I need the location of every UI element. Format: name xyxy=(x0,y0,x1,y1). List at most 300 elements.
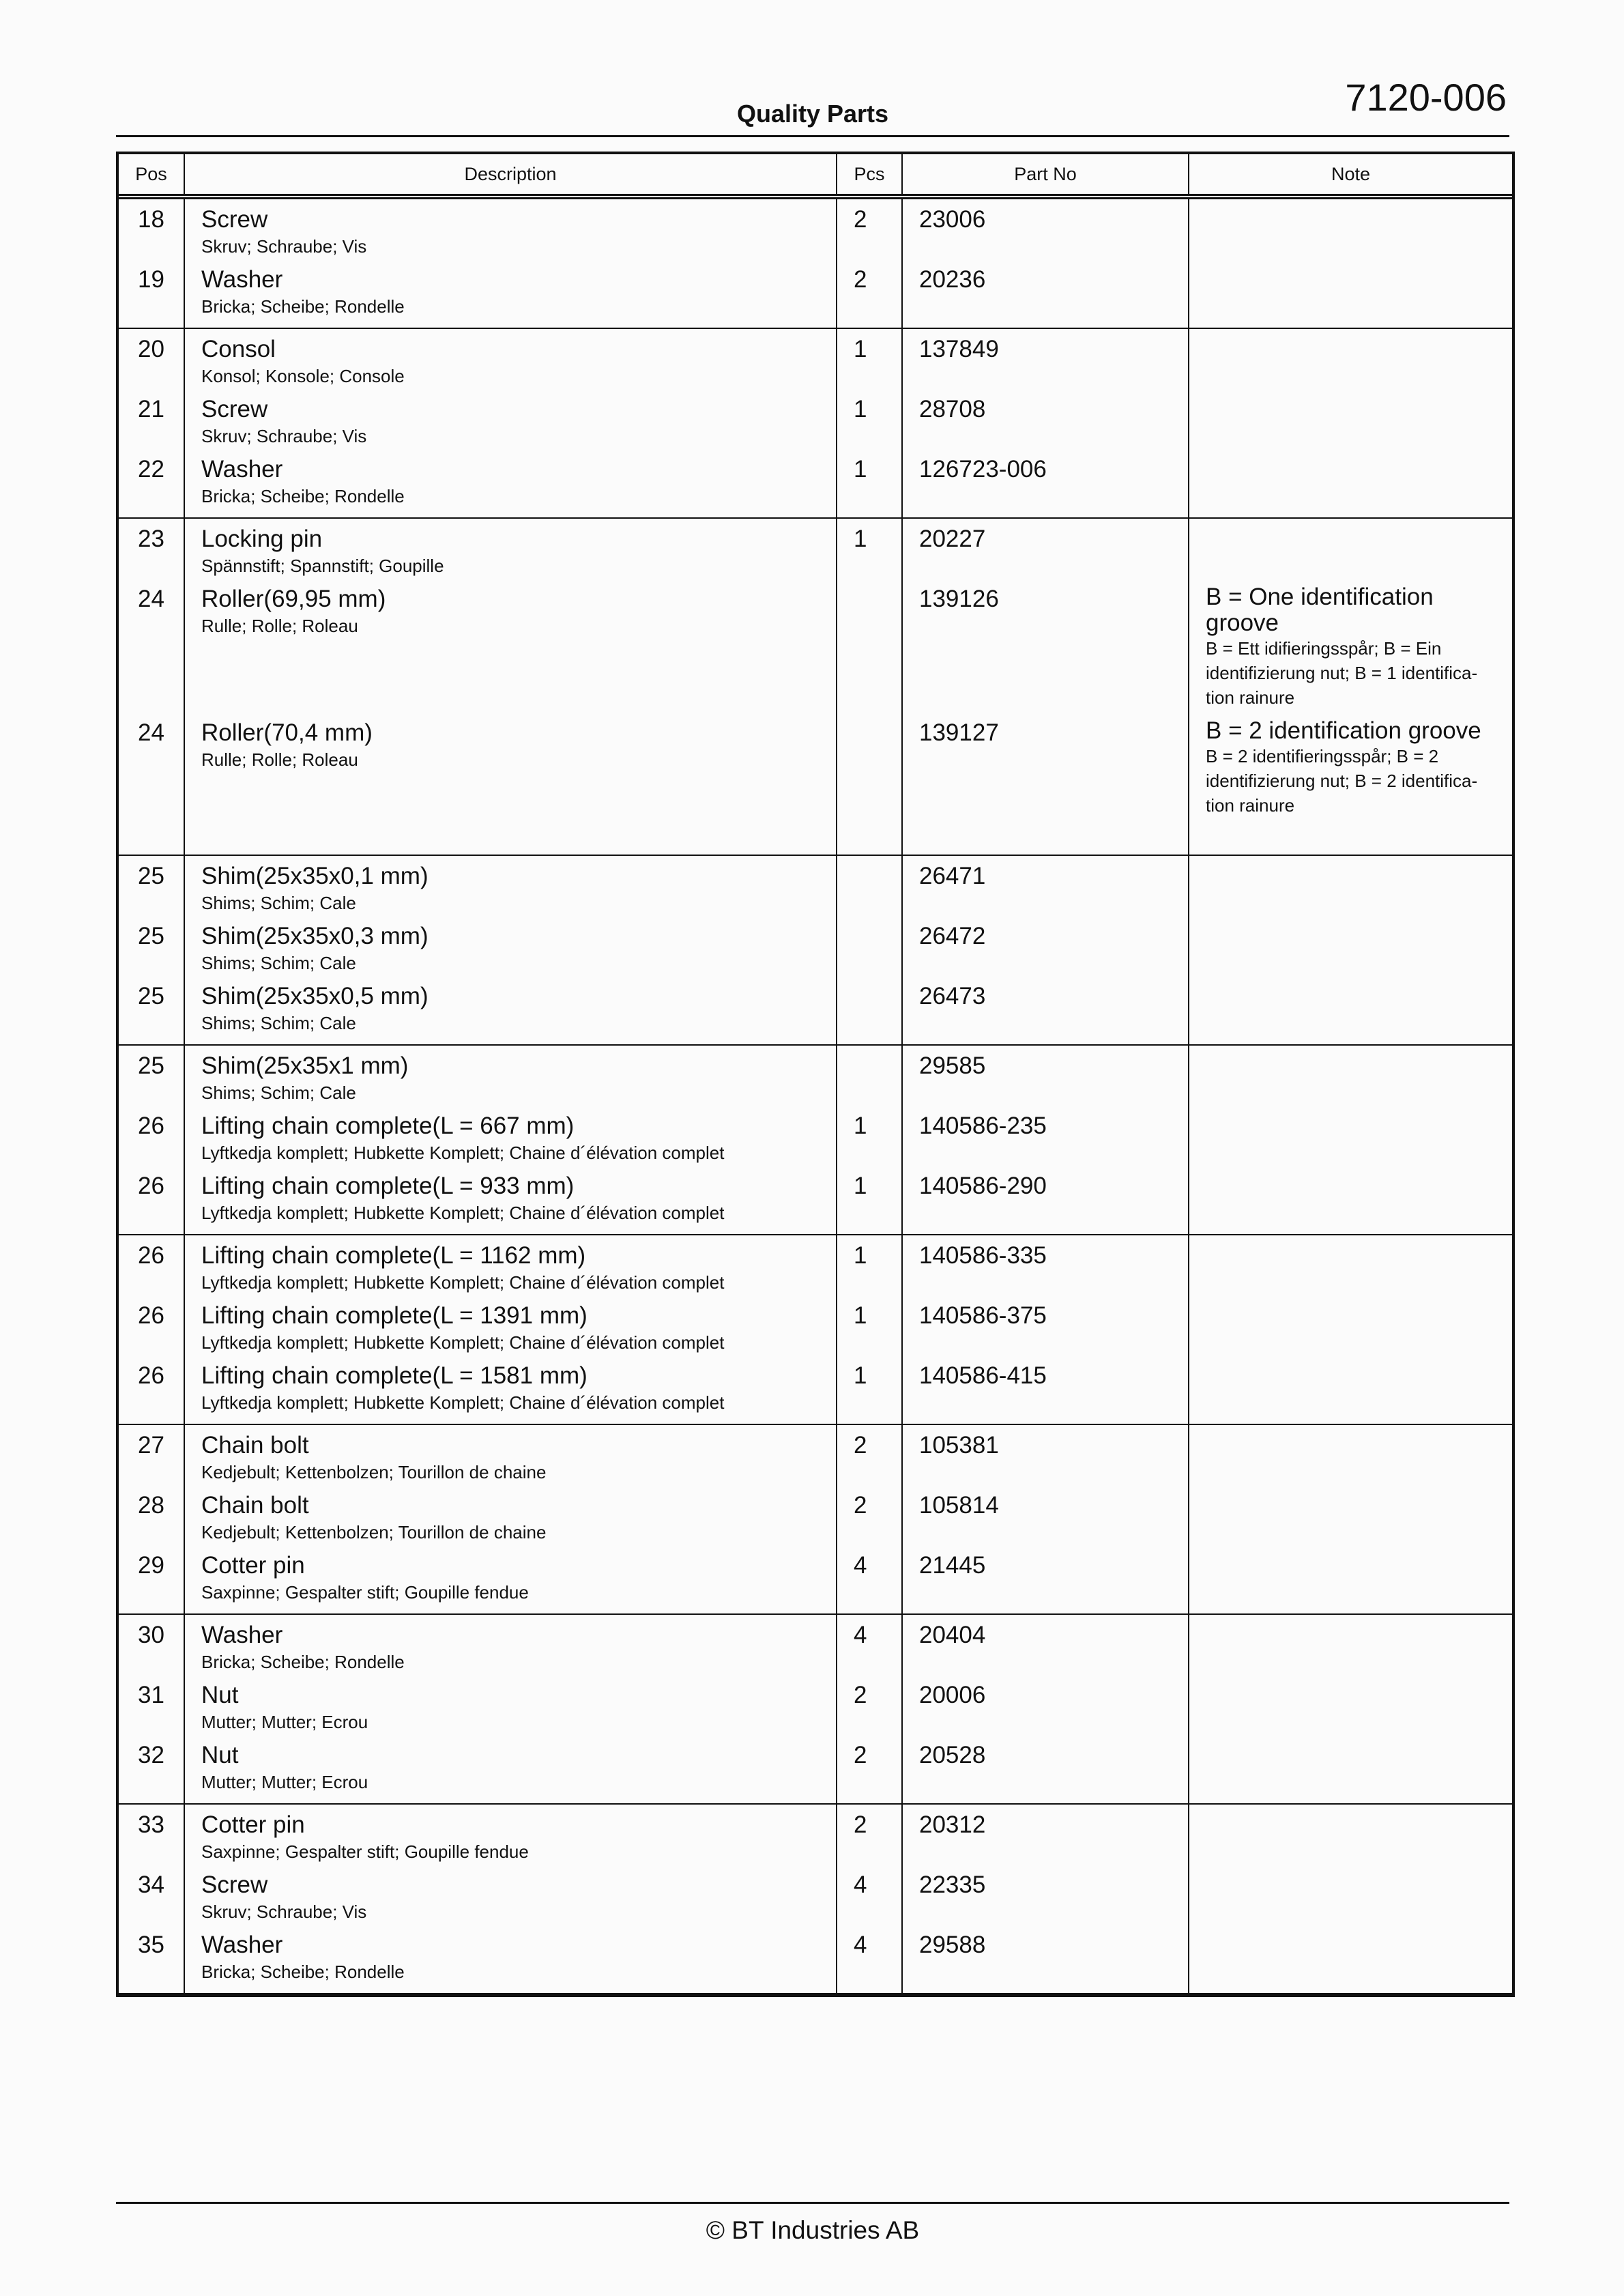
part-no-cell xyxy=(902,1930,1189,1994)
description-cell xyxy=(184,718,837,855)
pcs-cell xyxy=(837,1171,902,1235)
pcs-value xyxy=(854,981,901,1042)
part-name: Screw xyxy=(201,1871,268,1898)
part-translations: Mutter; Mutter; Ecrou xyxy=(201,1772,368,1792)
note-block xyxy=(1206,1810,1504,1870)
description-cell xyxy=(184,1804,837,1870)
description-block xyxy=(201,718,836,852)
note-block xyxy=(1206,394,1504,455)
pcs-value: 2 xyxy=(854,1492,867,1519)
note-block xyxy=(1206,1431,1504,1491)
part-name: Lifting chain complete(L = 933 mm) xyxy=(201,1173,575,1199)
part-translations: Skruv; Schraube; Vis xyxy=(201,1902,367,1922)
page-footer xyxy=(116,2202,1509,2245)
pcs-cell xyxy=(837,1111,902,1171)
part-no-cell xyxy=(902,328,1189,394)
part-translations: Skruv; Schraube; Vis xyxy=(201,426,367,446)
document-number: 7120-006 xyxy=(1345,76,1507,119)
part-name: Screw xyxy=(201,396,268,422)
table-row xyxy=(119,1045,1512,1111)
description-cell xyxy=(184,1045,837,1111)
pcs-value xyxy=(854,921,901,981)
note-block xyxy=(1206,1301,1504,1361)
description-cell xyxy=(184,1361,837,1424)
part-no-cell xyxy=(902,981,1189,1045)
part-no-value: 29585 xyxy=(919,1052,986,1079)
table-row xyxy=(119,1491,1512,1551)
pcs-cell xyxy=(837,855,902,921)
note-cell xyxy=(1189,855,1512,921)
pos-cell xyxy=(119,1045,184,1111)
part-translations: Shims; Schim; Cale xyxy=(201,953,356,973)
note-cell xyxy=(1189,1491,1512,1551)
pcs-value: 4 xyxy=(854,1622,867,1648)
note-cell xyxy=(1189,1551,1512,1614)
part-translations: Rulle; Rolle; Roleau xyxy=(201,749,358,770)
pos-value: 26 xyxy=(138,1113,164,1139)
pos-cell xyxy=(119,197,184,265)
part-no-value: 140586-235 xyxy=(919,1113,1047,1139)
note-block xyxy=(1206,334,1504,394)
pos-cell xyxy=(119,1301,184,1361)
note-translations: B = Ett idifieringsspår; B = Ein identifizierung nut; B = 1 identifica-tion rainure xyxy=(1206,638,1478,708)
description-cell xyxy=(184,855,837,921)
parts-table xyxy=(119,154,1512,1994)
pos-cell xyxy=(119,1804,184,1870)
description-cell xyxy=(184,584,837,718)
part-no-cell xyxy=(902,518,1189,584)
part-no-value: 139127 xyxy=(919,719,999,746)
note-cell xyxy=(1189,1930,1512,1994)
description-cell xyxy=(184,518,837,584)
pos-cell xyxy=(119,518,184,584)
pos-value: 19 xyxy=(138,266,164,293)
pos-cell xyxy=(119,921,184,981)
pos-cell xyxy=(119,1171,184,1235)
table-row xyxy=(119,584,1512,718)
part-no-cell xyxy=(902,265,1189,328)
note-block xyxy=(1206,718,1504,852)
description-block xyxy=(201,1491,836,1551)
copyright-text: © BT Industries AB xyxy=(706,2216,920,2244)
pos-cell xyxy=(119,1235,184,1301)
part-no-value: 20312 xyxy=(919,1811,986,1838)
description-cell xyxy=(184,1551,837,1614)
part-translations: Kedjebult; Kettenbolzen; Tourillon de chaine xyxy=(201,1522,547,1542)
part-name: Shim(25x35x1 mm) xyxy=(201,1052,409,1079)
part-no-cell xyxy=(902,855,1189,921)
part-translations: Spännstift; Spannstift; Goupille xyxy=(201,556,444,576)
parts-table-body xyxy=(119,197,1512,1994)
pos-cell xyxy=(119,265,184,328)
pos-value: 23 xyxy=(138,526,164,552)
description-cell xyxy=(184,1301,837,1361)
pcs-cell xyxy=(837,1235,902,1301)
part-no-cell xyxy=(902,584,1189,718)
description-block xyxy=(201,455,836,515)
page-header xyxy=(116,74,1509,137)
pos-value: 20 xyxy=(138,336,164,362)
description-block xyxy=(201,1431,836,1491)
pcs-value xyxy=(854,861,901,921)
part-name: Roller(69,95 mm) xyxy=(201,586,386,612)
pos-cell xyxy=(119,1111,184,1171)
pos-value: 25 xyxy=(138,863,164,889)
description-block xyxy=(201,1171,836,1231)
pcs-cell xyxy=(837,584,902,718)
part-translations: Bricka; Scheibe; Rondelle xyxy=(201,296,405,317)
note-cell xyxy=(1189,197,1512,265)
pcs-cell xyxy=(837,921,902,981)
table-row xyxy=(119,518,1512,584)
page-title: Quality Parts xyxy=(736,100,889,128)
part-no-value: 21445 xyxy=(919,1552,986,1579)
note-cell xyxy=(1189,921,1512,981)
table-row xyxy=(119,855,1512,921)
description-cell xyxy=(184,1424,837,1491)
part-no-cell xyxy=(902,1111,1189,1171)
pos-value: 18 xyxy=(138,206,164,233)
part-no-cell xyxy=(902,1301,1189,1361)
note-cell xyxy=(1189,518,1512,584)
pos-value: 32 xyxy=(138,1742,164,1768)
part-no-value: 140586-375 xyxy=(919,1302,1047,1329)
note-cell xyxy=(1189,1740,1512,1804)
part-no-value: 140586-290 xyxy=(919,1173,1047,1199)
note-cell xyxy=(1189,981,1512,1045)
pos-value: 29 xyxy=(138,1552,164,1579)
part-translations: Lyftkedja komplett; Hubkette Komplett; Chaine d´élévation complet xyxy=(201,1392,725,1413)
part-name: Washer xyxy=(201,1622,283,1648)
pos-cell xyxy=(119,1930,184,1994)
part-no-cell xyxy=(902,718,1189,855)
table-row xyxy=(119,455,1512,518)
pos-value: 26 xyxy=(138,1173,164,1199)
pos-cell xyxy=(119,1614,184,1680)
table-row xyxy=(119,1235,1512,1301)
part-no-value: 140586-415 xyxy=(919,1362,1047,1389)
note-cell xyxy=(1189,1045,1512,1111)
part-no-cell xyxy=(902,1614,1189,1680)
table-row xyxy=(119,394,1512,455)
pos-cell xyxy=(119,1740,184,1804)
table-row xyxy=(119,1870,1512,1930)
table-header-row xyxy=(119,154,1512,197)
part-translations: Konsol; Konsole; Console xyxy=(201,366,405,386)
pcs-value: 2 xyxy=(854,206,867,233)
part-name: Lifting chain complete(L = 1581 mm) xyxy=(201,1362,588,1389)
description-block xyxy=(201,334,836,394)
note-block xyxy=(1206,1491,1504,1551)
part-name: Shim(25x35x0,5 mm) xyxy=(201,983,429,1009)
part-no-cell xyxy=(902,1045,1189,1111)
note-block xyxy=(1206,1111,1504,1171)
description-cell xyxy=(184,455,837,518)
part-translations: Saxpinne; Gespalter stift; Goupille fendue xyxy=(201,1582,529,1603)
part-no-cell xyxy=(902,1740,1189,1804)
note-block xyxy=(1206,455,1504,515)
pos-value: 25 xyxy=(138,983,164,1009)
pcs-cell xyxy=(837,981,902,1045)
note-block xyxy=(1206,1551,1504,1611)
pos-cell xyxy=(119,718,184,855)
note-block xyxy=(1206,1930,1504,1990)
description-cell xyxy=(184,981,837,1045)
pcs-cell xyxy=(837,1424,902,1491)
pos-cell xyxy=(119,455,184,518)
pos-value: 34 xyxy=(138,1871,164,1898)
col-header-pos: Pos xyxy=(119,154,184,197)
part-name: Washer xyxy=(201,266,283,293)
col-header-note: Note xyxy=(1189,154,1512,197)
description-cell xyxy=(184,197,837,265)
part-no-value: 105381 xyxy=(919,1432,999,1459)
part-no-cell xyxy=(902,1680,1189,1740)
part-name: Lifting chain complete(L = 1162 mm) xyxy=(201,1242,586,1269)
description-block xyxy=(201,524,836,584)
part-translations: Shims; Schim; Cale xyxy=(201,1013,356,1033)
part-translations: Mutter; Mutter; Ecrou xyxy=(201,1712,368,1732)
note-cell xyxy=(1189,455,1512,518)
part-translations: Bricka; Scheibe; Rondelle xyxy=(201,1652,405,1672)
pcs-cell xyxy=(837,328,902,394)
pcs-value: 1 xyxy=(854,1302,867,1329)
part-no-value: 137849 xyxy=(919,336,999,362)
part-no-cell xyxy=(902,394,1189,455)
description-block xyxy=(201,921,836,981)
pcs-cell xyxy=(837,1491,902,1551)
part-no-value: 140586-335 xyxy=(919,1242,1047,1269)
part-translations: Lyftkedja komplett; Hubkette Komplett; Chaine d´élévation complet xyxy=(201,1272,725,1293)
table-row xyxy=(119,1614,1512,1680)
part-no-cell xyxy=(902,1424,1189,1491)
description-cell xyxy=(184,1614,837,1680)
note-cell xyxy=(1189,1870,1512,1930)
description-cell xyxy=(184,1740,837,1804)
pos-cell xyxy=(119,584,184,718)
note-cell xyxy=(1189,1614,1512,1680)
part-no-value: 126723-006 xyxy=(919,456,1047,483)
part-translations: Lyftkedja komplett; Hubkette Komplett; Chaine d´élévation complet xyxy=(201,1203,725,1223)
part-name: Chain bolt xyxy=(201,1432,309,1459)
part-no-value: 26471 xyxy=(919,863,986,889)
description-cell xyxy=(184,394,837,455)
part-no-value: 20227 xyxy=(919,526,986,552)
part-translations: Rulle; Rolle; Roleau xyxy=(201,616,358,636)
note-cell xyxy=(1189,265,1512,328)
pos-cell xyxy=(119,1870,184,1930)
note-translations: B = 2 identifieringsspår; B = 2 identifizierung nut; B = 2 identifica-tion rainure xyxy=(1206,746,1478,816)
pos-cell xyxy=(119,394,184,455)
pos-value: 24 xyxy=(138,586,164,612)
part-translations: Skruv; Schraube; Vis xyxy=(201,236,367,257)
note-cell xyxy=(1189,718,1512,855)
pcs-cell xyxy=(837,455,902,518)
description-block xyxy=(201,1241,836,1301)
part-translations: Shims; Schim; Cale xyxy=(201,893,356,913)
table-row xyxy=(119,1171,1512,1235)
pos-value: 27 xyxy=(138,1432,164,1459)
pcs-value: 1 xyxy=(854,1113,867,1139)
pcs-value: 2 xyxy=(854,266,867,293)
note-block xyxy=(1206,1680,1504,1740)
note-cell xyxy=(1189,328,1512,394)
part-no-cell xyxy=(902,1361,1189,1424)
pos-value: 26 xyxy=(138,1242,164,1269)
col-header-description: Description xyxy=(184,154,837,197)
note-block xyxy=(1206,1361,1504,1421)
description-block xyxy=(201,205,836,265)
description-cell xyxy=(184,1930,837,1994)
part-no-cell xyxy=(902,1551,1189,1614)
description-block xyxy=(201,1361,836,1421)
pos-value: 24 xyxy=(138,719,164,746)
part-name: Roller(70,4 mm) xyxy=(201,719,373,746)
note-block xyxy=(1206,205,1504,265)
note-block xyxy=(1206,921,1504,981)
pos-cell xyxy=(119,1424,184,1491)
part-name: Nut xyxy=(201,1742,239,1768)
pcs-cell xyxy=(837,197,902,265)
part-name: Cotter pin xyxy=(201,1811,305,1838)
note-cell xyxy=(1189,1111,1512,1171)
note-cell xyxy=(1189,584,1512,718)
table-row xyxy=(119,1424,1512,1491)
description-cell xyxy=(184,1235,837,1301)
note-block xyxy=(1206,1740,1504,1800)
part-no-cell xyxy=(902,455,1189,518)
part-no-value: 29588 xyxy=(919,1932,986,1958)
part-name: Chain bolt xyxy=(201,1492,309,1519)
note-text: B = One identification groove xyxy=(1206,584,1434,636)
note-block xyxy=(1206,1620,1504,1680)
pcs-cell xyxy=(837,1045,902,1111)
part-no-value: 23006 xyxy=(919,206,986,233)
part-name: Shim(25x35x0,1 mm) xyxy=(201,863,429,889)
part-no-value: 20006 xyxy=(919,1682,986,1708)
table-row xyxy=(119,1301,1512,1361)
pos-value: 33 xyxy=(138,1811,164,1838)
description-block xyxy=(201,1551,836,1611)
part-name: Locking pin xyxy=(201,526,323,552)
note-cell xyxy=(1189,1361,1512,1424)
description-block xyxy=(201,1870,836,1930)
pos-value: 28 xyxy=(138,1492,164,1519)
part-no-value: 139126 xyxy=(919,586,999,612)
pcs-value: 2 xyxy=(854,1811,867,1838)
part-no-value: 26472 xyxy=(919,923,986,949)
table-row xyxy=(119,1930,1512,1994)
part-name: Washer xyxy=(201,1932,283,1958)
part-no-cell xyxy=(902,1491,1189,1551)
pos-cell xyxy=(119,981,184,1045)
table-row xyxy=(119,1361,1512,1424)
part-no-value: 20404 xyxy=(919,1622,986,1648)
pcs-cell xyxy=(837,1680,902,1740)
table-row xyxy=(119,1740,1512,1804)
pos-cell xyxy=(119,1680,184,1740)
note-block xyxy=(1206,861,1504,921)
note-block xyxy=(1206,1051,1504,1111)
pos-value: 35 xyxy=(138,1932,164,1958)
description-block xyxy=(201,1810,836,1870)
pos-cell xyxy=(119,1551,184,1614)
description-cell xyxy=(184,1111,837,1171)
table-row xyxy=(119,981,1512,1045)
pcs-value: 4 xyxy=(854,1932,867,1958)
description-block xyxy=(201,1740,836,1800)
part-no-value: 20528 xyxy=(919,1742,986,1768)
part-no-cell xyxy=(902,1870,1189,1930)
part-name: Screw xyxy=(201,206,268,233)
note-cell xyxy=(1189,1235,1512,1301)
table-row xyxy=(119,718,1512,855)
part-translations: Bricka; Scheibe; Rondelle xyxy=(201,1962,405,1982)
parts-table-frame xyxy=(116,152,1515,1997)
note-block xyxy=(1206,1171,1504,1231)
description-cell xyxy=(184,328,837,394)
part-no-value: 22335 xyxy=(919,1871,986,1898)
description-block xyxy=(201,1051,836,1111)
description-cell xyxy=(184,1171,837,1235)
description-cell xyxy=(184,1680,837,1740)
pcs-value: 1 xyxy=(854,396,867,422)
table-row xyxy=(119,328,1512,394)
part-no-value: 105814 xyxy=(919,1492,999,1519)
part-no-cell xyxy=(902,197,1189,265)
part-no-cell xyxy=(902,1171,1189,1235)
table-row xyxy=(119,1680,1512,1740)
pcs-cell xyxy=(837,718,902,855)
pcs-cell xyxy=(837,1551,902,1614)
part-name: Lifting chain complete(L = 667 mm) xyxy=(201,1113,575,1139)
part-no-value: 20236 xyxy=(919,266,986,293)
pos-value: 26 xyxy=(138,1302,164,1329)
part-translations: Saxpinne; Gespalter stift; Goupille fendue xyxy=(201,1841,529,1862)
pos-cell xyxy=(119,1491,184,1551)
note-cell xyxy=(1189,1680,1512,1740)
note-block xyxy=(1206,1241,1504,1301)
pos-value: 26 xyxy=(138,1362,164,1389)
pcs-cell xyxy=(837,394,902,455)
pcs-value: 2 xyxy=(854,1742,867,1768)
pcs-cell xyxy=(837,1870,902,1930)
pcs-cell xyxy=(837,1740,902,1804)
description-cell xyxy=(184,921,837,981)
pcs-value: 2 xyxy=(854,1432,867,1459)
part-no-cell xyxy=(902,1804,1189,1870)
pcs-value: 1 xyxy=(854,456,867,483)
pcs-cell xyxy=(837,1804,902,1870)
pcs-value: 1 xyxy=(854,336,867,362)
note-cell xyxy=(1189,1804,1512,1870)
part-translations: Kedjebult; Kettenbolzen; Tourillon de chaine xyxy=(201,1462,547,1482)
pos-cell xyxy=(119,855,184,921)
pcs-cell xyxy=(837,1614,902,1680)
part-name: Cotter pin xyxy=(201,1552,305,1579)
pcs-value: 1 xyxy=(854,526,867,552)
part-name: Shim(25x35x0,3 mm) xyxy=(201,923,429,949)
description-cell xyxy=(184,1870,837,1930)
pcs-value: 4 xyxy=(854,1552,867,1579)
description-block xyxy=(201,1301,836,1361)
note-cell xyxy=(1189,1301,1512,1361)
description-block xyxy=(201,861,836,921)
note-block xyxy=(1206,265,1504,325)
note-cell xyxy=(1189,1171,1512,1235)
table-row xyxy=(119,1111,1512,1171)
part-translations: Lyftkedja komplett; Hubkette Komplett; Chaine d´élévation complet xyxy=(201,1332,725,1353)
